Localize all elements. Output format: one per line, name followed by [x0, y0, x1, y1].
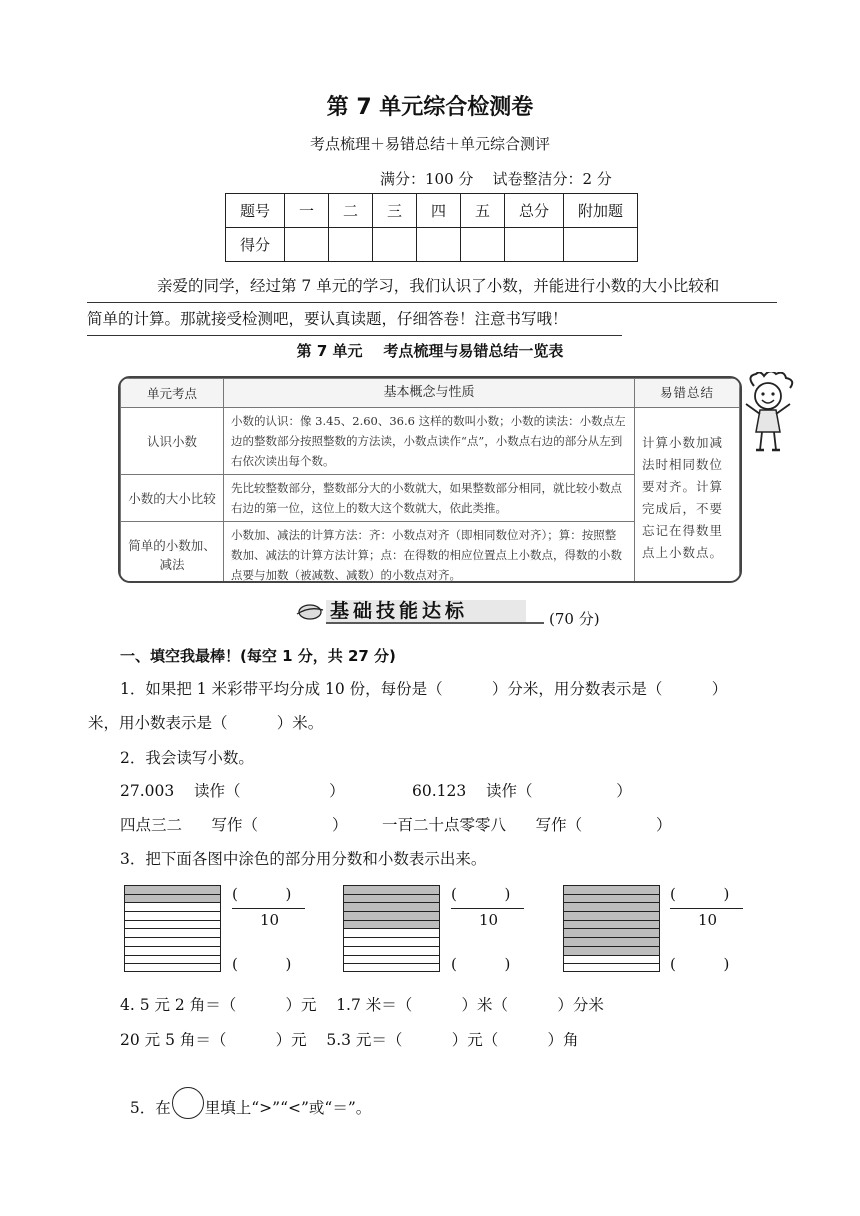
grid-row-shaded — [564, 886, 659, 895]
fraction-answer-3[interactable]: ( ) 10 ( ) — [670, 885, 750, 975]
question-5-suffix: 里填上“>”“<”或“＝”。 — [204, 1099, 372, 1117]
score-cell[interactable] — [417, 228, 461, 262]
grid-row — [564, 956, 659, 965]
score-cell[interactable] — [505, 228, 564, 262]
comparison-circle-icon — [172, 1087, 204, 1119]
score-row-label: 得分 — [226, 228, 285, 262]
grid-row-shaded — [564, 947, 659, 956]
error-note: 计算小数加减法时相同数位要对齐。计算完成后，不要忘记在得数里点上小数点。 — [635, 408, 740, 584]
score-header: 一 — [285, 194, 329, 228]
grid-row-shaded — [564, 938, 659, 947]
part1-heading: 一、填空我最棒！(每空 1 分，共 27 分) — [120, 647, 396, 665]
question-2a: 27.003 读作（ ） — [120, 782, 345, 800]
grid-row-shaded — [125, 886, 220, 895]
grid-row — [344, 964, 439, 973]
score-cell[interactable] — [373, 228, 417, 262]
section-title: 基础技能达标 — [330, 600, 469, 622]
grid-row — [344, 929, 439, 938]
summary-table — [118, 376, 742, 583]
question-2: 2．我会读写小数。 — [120, 749, 254, 767]
summary-title: 第 7 单元 考点梳理与易错总结一览表 — [296, 342, 564, 360]
summary-content: 先比较整数部分，整数部分大的小数就大，如果整数部分相同，就比较小数点右边的第一位，这位上的数大这个数就大，依此类推。 — [224, 475, 635, 522]
score-header: 总分 — [505, 194, 564, 228]
grid-row — [344, 956, 439, 965]
question-3: 3．把下面各图中涂色的部分用分数和小数表示出来。 — [120, 850, 487, 868]
question-5 — [120, 1075, 371, 1125]
section-points: (70 分) — [549, 610, 600, 628]
score-cell[interactable] — [329, 228, 373, 262]
score-header: 附加题 — [564, 194, 638, 228]
summary-topic: 小数的大小比较 — [121, 475, 224, 522]
full-marks-note: 满分：100 分 试卷整洁分：2 分 — [380, 170, 612, 188]
question-1-cont: 米，用小数表示是（ ）米。 — [88, 714, 324, 732]
score-header: 题号 — [226, 194, 285, 228]
question-5-prefix: 5．在 — [129, 1099, 171, 1117]
fraction-answer-2[interactable]: ( ) 10 ( ) — [451, 885, 531, 975]
grid-row-shaded — [344, 912, 439, 921]
grid-row — [125, 956, 220, 965]
summary-header: 易错总结 — [635, 379, 740, 408]
summary-header: 基本概念与性质 — [224, 379, 635, 408]
grid-row-shaded — [564, 929, 659, 938]
question-1: 1．如果把 1 米彩带平均分成 10 份，每份是（ ）分米，用分数表示是（ ） — [120, 680, 728, 698]
page-subtitle: 考点梳理＋易错总结＋单元综合测评 — [309, 135, 550, 153]
shaded-grid-2 — [343, 885, 440, 972]
question-2d: 一百二十点零零八 写作（ ） — [382, 816, 672, 834]
grid-row-shaded — [564, 921, 659, 930]
summary-topic: 简单的小数加、减法 — [121, 522, 224, 584]
score-cell[interactable] — [564, 228, 638, 262]
grid-row — [125, 947, 220, 956]
score-header: 二 — [329, 194, 373, 228]
shaded-grid-3 — [563, 885, 660, 972]
intro-line: 简单的计算。那就接受检测吧，要认真读题，仔细答卷！注意书写哦！ — [87, 303, 622, 336]
grid-row — [125, 921, 220, 930]
grid-row — [125, 903, 220, 912]
score-header: 三 — [373, 194, 417, 228]
grid-row-shaded — [344, 886, 439, 895]
fraction-answer-1[interactable]: ( ) 10 ( ) — [232, 885, 312, 975]
grid-row — [564, 964, 659, 973]
grid-row-shaded — [564, 912, 659, 921]
grid-row-shaded — [344, 921, 439, 930]
grid-row-shaded — [344, 903, 439, 912]
intro-paragraph — [87, 270, 777, 336]
grid-row — [344, 938, 439, 947]
question-4: 4. 5 元 2 角＝（ ）元 1.7 米＝（ ）米（ ）分米 — [120, 996, 604, 1014]
grid-row-shaded — [125, 895, 220, 904]
summary-content: 小数加、减法的计算方法：齐：小数点对齐（即相同数位对齐）；算：按照整数加、减法的计算方法计算；点：在得数的相应位置点上小数点，得数的小数点要与加数（被减数、减数）的小数点对齐。 — [224, 522, 635, 584]
grid-row-shaded — [344, 895, 439, 904]
score-cell[interactable] — [285, 228, 329, 262]
grid-row — [125, 912, 220, 921]
cartoon-girl-icon — [740, 372, 800, 460]
grid-row-shaded — [564, 895, 659, 904]
shaded-grid-1 — [124, 885, 221, 972]
grid-row — [344, 947, 439, 956]
score-table — [225, 193, 638, 262]
score-header: 五 — [461, 194, 505, 228]
summary-header: 单元考点 — [121, 379, 224, 408]
question-2b: 60.123 读作（ ） — [412, 782, 632, 800]
grid-row — [125, 964, 220, 973]
score-header: 四 — [417, 194, 461, 228]
page-title: 第 7 单元综合检测卷 — [326, 95, 534, 120]
score-cell[interactable] — [461, 228, 505, 262]
question-2c: 四点三二 写作（ ） — [120, 816, 348, 834]
grid-row — [125, 929, 220, 938]
intro-line: 亲爱的同学，经过第 7 单元的学习，我们认识了小数，并能进行小数的大小比较和 — [87, 270, 777, 303]
question-4b: 20 元 5 角＝（ ）元 5.3 元＝（ ）元（ ）角 — [120, 1031, 579, 1049]
grid-row-shaded — [564, 903, 659, 912]
summary-topic: 认识小数 — [121, 408, 224, 475]
summary-content: 小数的认识：像 3.45、2.60、36.6 这样的数叫小数；小数的读法：小数点左边的整数部分按照整数的方法读，小数点读作“点”，小数点右边的部分从左到右依次读出每个数。 — [224, 408, 635, 475]
grid-row — [125, 938, 220, 947]
